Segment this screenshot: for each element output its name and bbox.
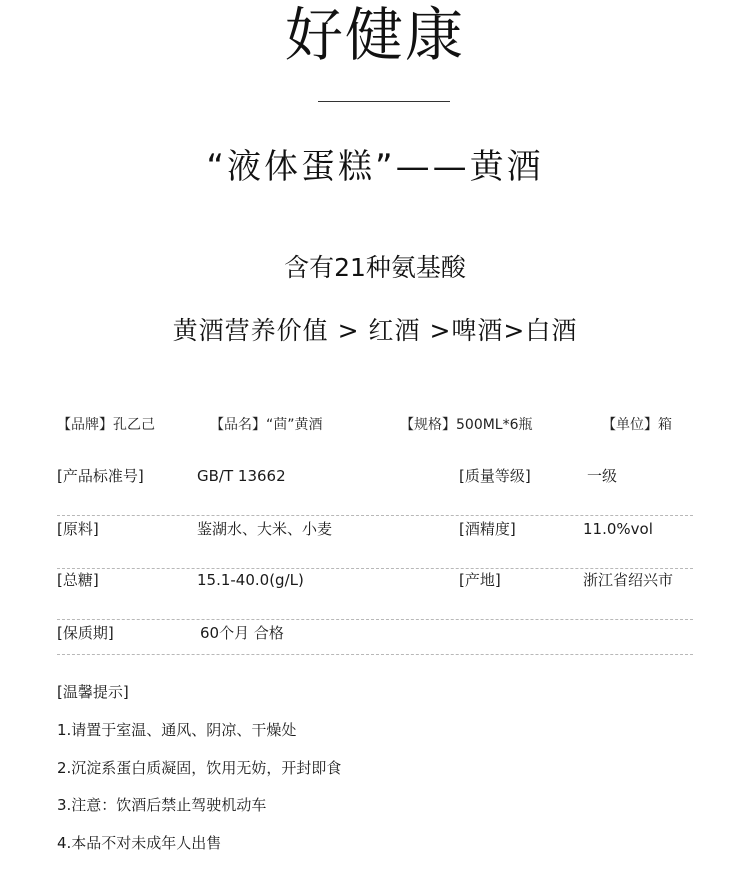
spec-row [57,621,693,655]
spec-row [57,464,693,516]
spec-label: [产地] [459,571,501,589]
spec-row [57,517,693,569]
meta-brand: 【品牌】孔乙己 [57,417,155,433]
tip-item: 3.注意：饮酒后禁止驾驶机动车 [57,796,267,814]
tip-item: 4.本品不对未成年人出售 [57,834,222,852]
spec-value: 60个月 合格 [200,624,284,642]
spec-value: 11.0%vol [583,520,653,538]
nutrition-value-claim: 黄酒营养价值 > 红酒 >啤酒>白酒 [172,316,578,345]
meta-unit: 【单位】箱 [602,417,672,433]
spec-value: 鉴湖水、大米、小麦 [197,520,333,538]
tip-item: 2.沉淀系蛋白质凝固，饮用无妨，开封即食 [57,759,342,777]
subtitle: “液体蛋糕”——黄酒 [206,147,544,187]
spec-label: [总糖] [57,571,99,589]
title-divider [318,101,450,102]
spec-label: [原料] [57,520,99,538]
spec-row [57,568,693,620]
spec-value: GB/T 13662 [197,467,286,485]
spec-label: [质量等级] [459,467,531,485]
amino-acid-claim: 含有21种氨基酸 [284,253,466,282]
tips-heading: [温馨提示] [57,683,129,701]
spec-label: [产品标准号] [57,467,144,485]
spec-label: [酒精度] [459,520,516,538]
spec-value: 15.1-40.0(g/L) [197,571,304,589]
spec-value: 浙江省绍兴市 [583,571,674,589]
product-meta-row [0,414,750,436]
spec-label: [保质期] [57,624,114,642]
page-title: 好健康 [284,1,465,69]
spec-value: 一级 [587,467,618,485]
meta-product-name: 【品名】“茴”黄酒 [210,417,323,433]
meta-specification: 【规格】500ML*6瓶 [400,417,533,433]
tip-item: 1.请置于室温、通风、阴凉、干燥处 [57,721,297,739]
